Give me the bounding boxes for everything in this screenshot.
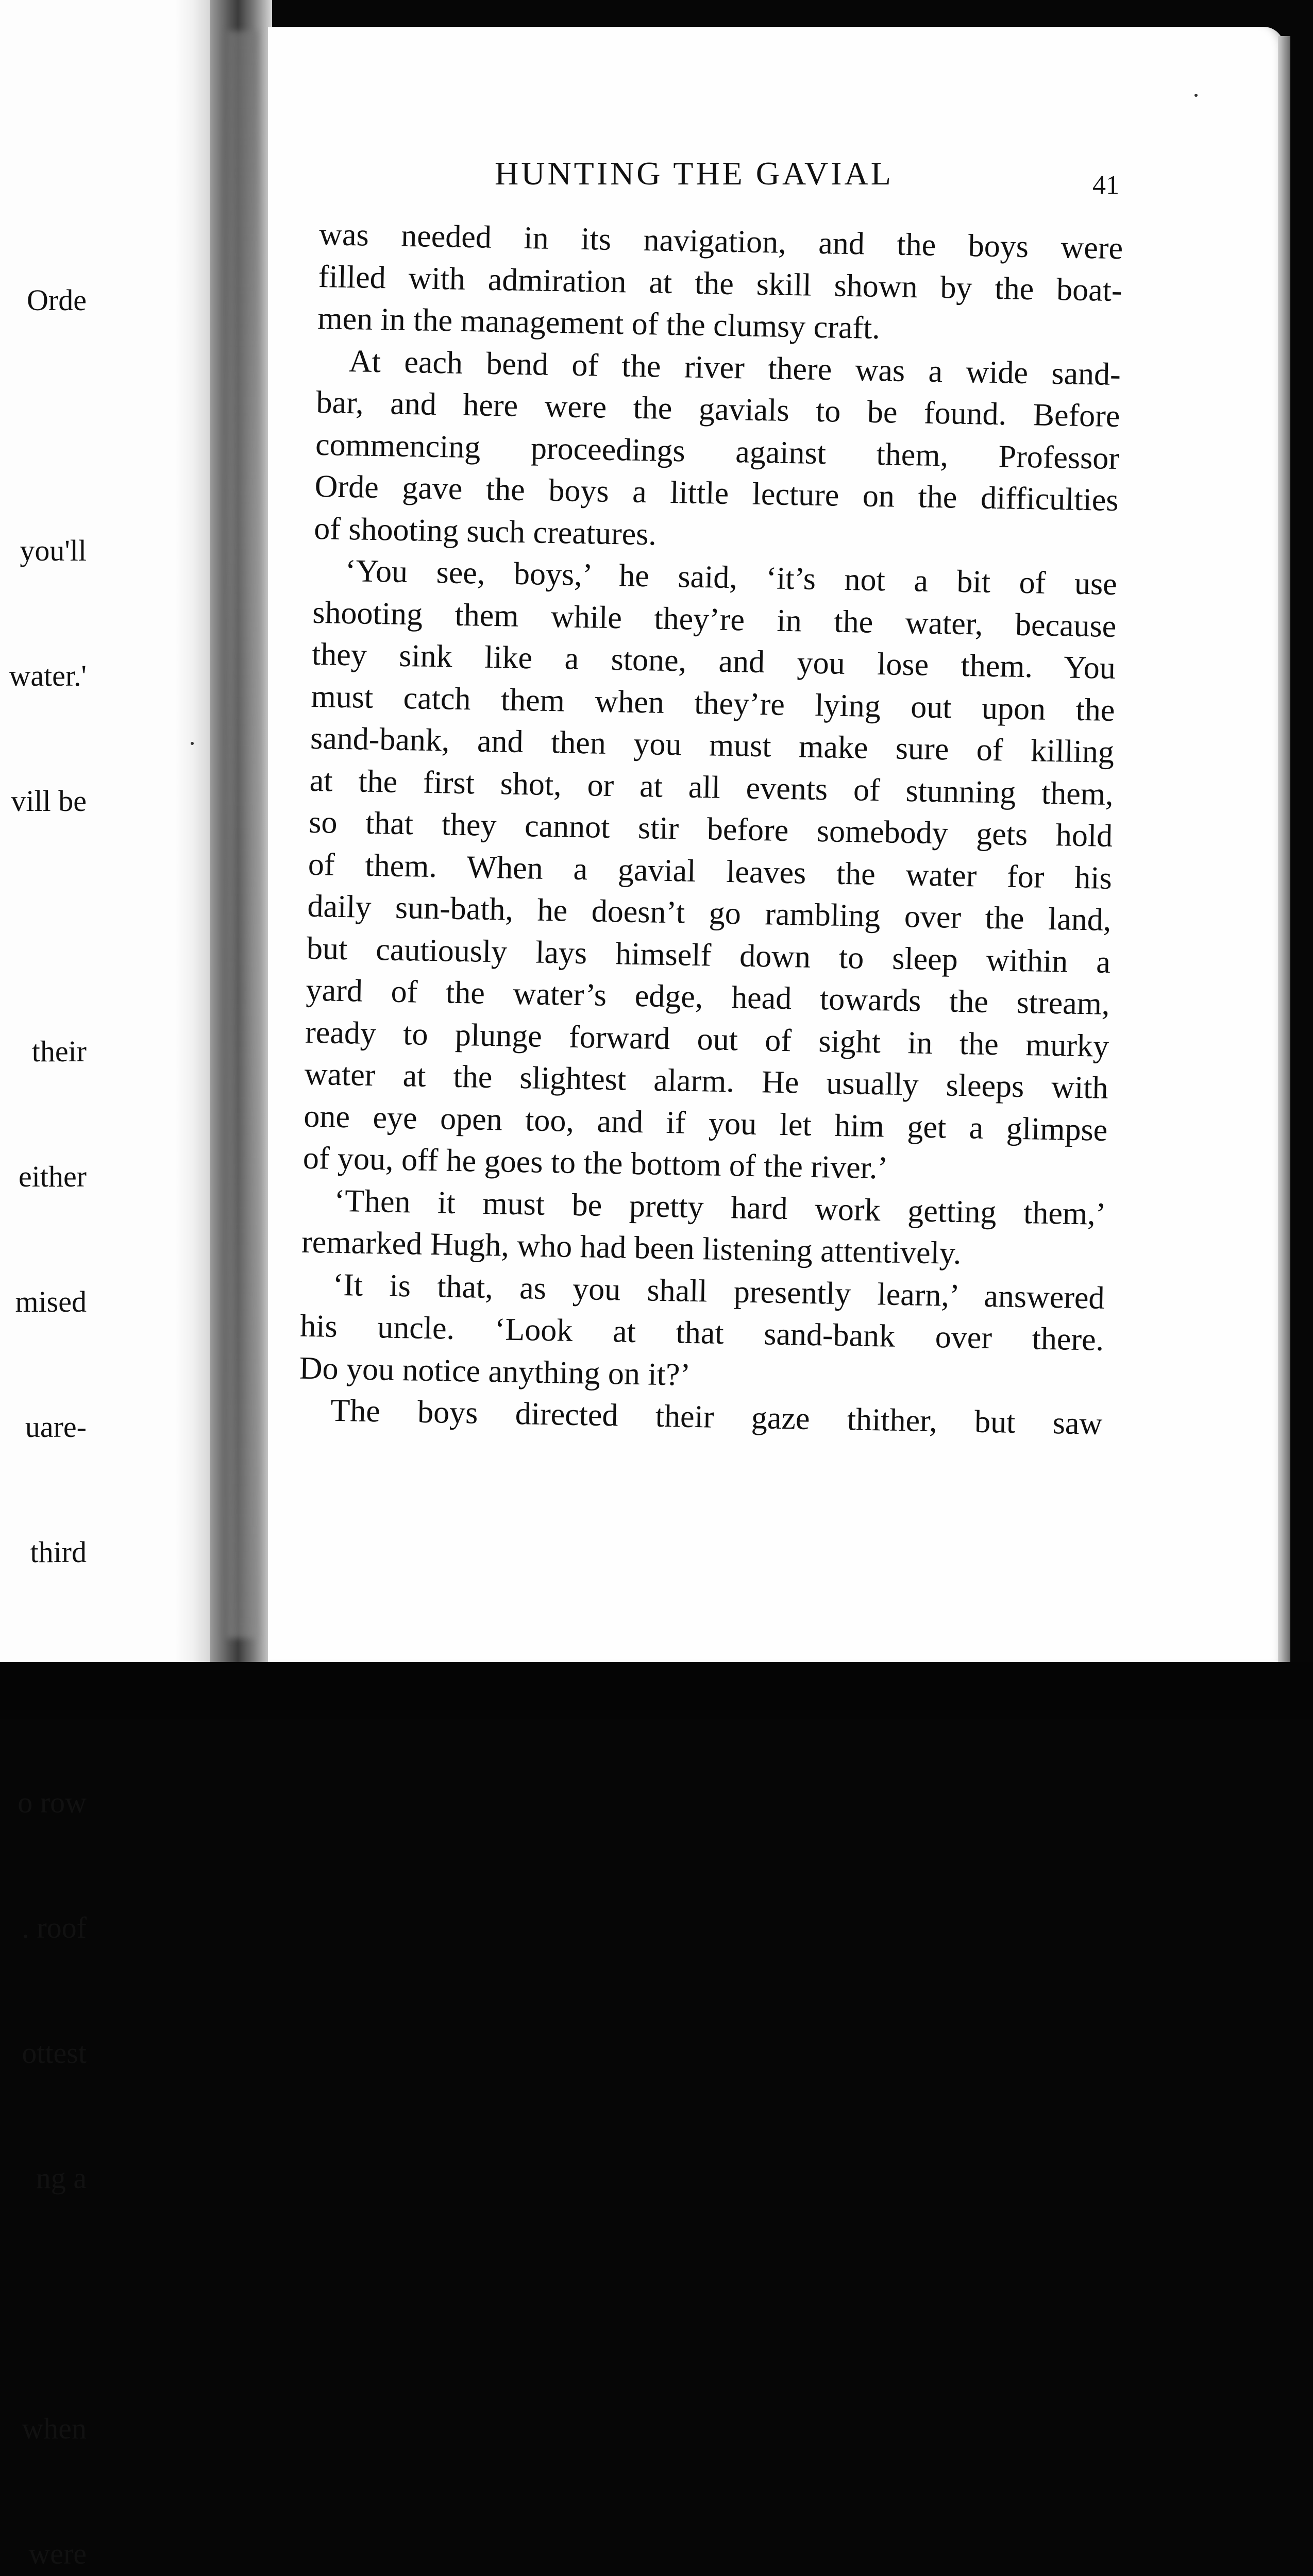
scanner-bed-edge	[0, 1662, 1313, 1719]
left-fragment: when	[22, 2412, 87, 2445]
left-fragment	[0, 2282, 87, 2324]
text-line: shooting them while they’re in the water, because	[312, 595, 1117, 644]
text-line: sand-bank, and then you must make sure of killing	[310, 720, 1115, 770]
text-line: of you, off he goes to the bottom of the river.’	[302, 1140, 888, 1186]
text-line: men in the management of the clumsy craft.	[317, 300, 881, 346]
text-line: must catch them when they’re lying out upon the	[311, 679, 1116, 728]
running-head: HUNTING THE GAVIAL	[495, 155, 894, 192]
text-line: was needed in its navigation, and the boys were	[318, 216, 1123, 266]
left-fragment: ng a	[36, 2161, 87, 2195]
text-line: ready to plunge forward out of sight in the murky	[305, 1014, 1109, 1064]
text-line: ‘It is that, as you shall presently learn,’ answered	[332, 1267, 1105, 1316]
text-line: yard of the water’s edge, head towards the stream,	[306, 972, 1110, 1022]
text-line: The boys directed their gaze thither, but saw	[330, 1393, 1103, 1442]
text-line: commencing proceedings against them, Professor	[315, 427, 1120, 476]
text-line: of them. When a gavial leaves the water for his	[308, 846, 1113, 896]
text-line: ‘Then it must be pretty hard work getting them,’	[333, 1183, 1106, 1232]
scan-speck	[1194, 94, 1198, 97]
left-fragment: were	[28, 2537, 87, 2570]
page-number: 41	[1092, 171, 1119, 200]
page-body-text	[298, 214, 1123, 1445]
text-line: At each bend of the river there was a wide sand-	[348, 343, 1121, 392]
left-fragment: you'll	[20, 534, 87, 567]
left-fragment: ottest	[22, 2036, 87, 2070]
left-fragment: their	[31, 1035, 87, 1068]
text-line: so that they cannot stir before somebody gets hold	[308, 804, 1113, 854]
left-fragment: third	[30, 1535, 87, 1569]
left-fragment	[0, 404, 87, 446]
text-line: bar, and here were the gavials to be found. Before	[316, 384, 1120, 434]
text-line: of shooting such creatures.	[313, 511, 657, 552]
text-line: his uncle. ‘Look at that sand-bank over there.	[299, 1308, 1104, 1358]
left-page-gutter-shadow	[175, 0, 211, 1662]
left-fragment: Orde	[27, 283, 87, 317]
gutter-streak	[227, 31, 258, 1638]
text-line: at the first shot, or at all events of stunning them,	[309, 762, 1114, 812]
text-line: they sink like a stone, and you lose them. You	[311, 636, 1116, 686]
text-line: daily sun-bath, he doesn’t go rambling over the land,	[307, 888, 1112, 938]
left-fragment	[0, 905, 87, 947]
text-line: filled with admiration at the skill shown by the boat-	[318, 259, 1123, 308]
text-line: Do you notice anything on it?’	[299, 1350, 691, 1393]
text-line: but cautiously lays himself down to sleep within a	[306, 930, 1111, 980]
page-edge	[1278, 36, 1290, 1662]
text-line: water at the slightest alarm. He usually sleeps with	[304, 1056, 1109, 1106]
left-fragment: o row	[18, 1786, 87, 1819]
left-fragment: water.'	[9, 659, 87, 692]
left-page-text-fragments	[0, 196, 87, 2576]
left-fragment: . roof	[22, 1911, 87, 1944]
text-line: remarked Hugh, who had been listening attentively.	[301, 1224, 962, 1272]
text-line: Orde gave the boys a little lecture on the difficulties	[314, 468, 1119, 518]
left-fragment: uare-	[25, 1410, 87, 1444]
text-line: one eye open too, and if you let him get a glimpse	[303, 1098, 1108, 1148]
left-facing-page	[0, 0, 210, 2570]
left-fragment: vill be	[11, 784, 87, 818]
left-fragment: either	[18, 1160, 87, 1193]
text-line: ‘You see, boys,’ he said, ‘it’s not a bit of use	[345, 553, 1118, 602]
left-fragment: mised	[15, 1285, 87, 1318]
scan-speck	[191, 742, 194, 745]
